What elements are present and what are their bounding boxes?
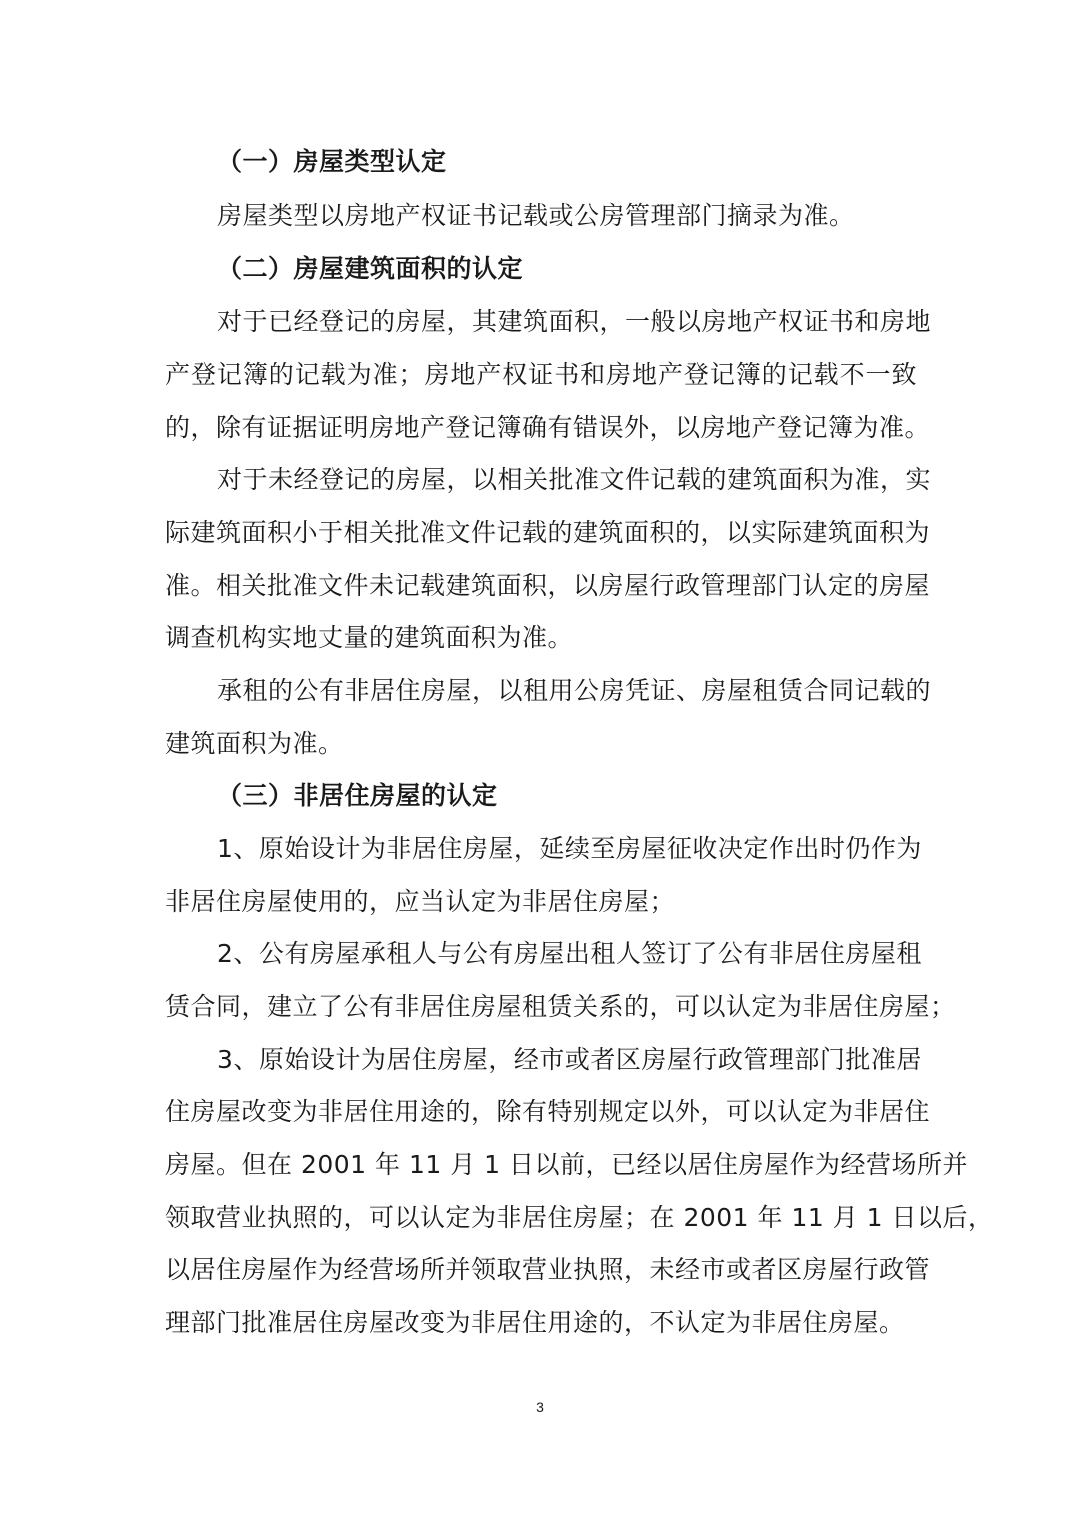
list-item-line: 赁合同，建立了公有非居住房屋租赁关系的，可以认定为非居住房屋；	[165, 992, 956, 1021]
list-item-line: 以居住房屋作为经营场所并领取营业执照，未经市或者区房屋行政管	[165, 1255, 931, 1284]
section-heading-1: （一）房屋类型认定	[217, 147, 447, 176]
paragraph-line: 产登记簿的记载为准；房地产权证书和房地产登记簿的记载不一致	[165, 360, 917, 389]
paragraph-line: 对于未经登记的房屋，以相关批准文件记载的建筑面积为准，实	[217, 465, 932, 494]
paragraph-line: 调查机构实地丈量的建筑面积为准。	[165, 623, 574, 652]
list-item-line: 3、原始设计为居住房屋，经市或者区房屋行政管理部门批准居	[217, 1045, 922, 1074]
paragraph-line: 建筑面积为准。	[165, 729, 344, 758]
paragraph-line: 际建筑面积小于相关批准文件记载的建筑面积的，以实际建筑面积为	[165, 518, 931, 547]
list-item-line: 理部门批准居住房屋改变为非居住用途的，不认定为非居住房屋。	[165, 1308, 905, 1337]
section-heading-2: （二）房屋建筑面积的认定	[217, 254, 524, 283]
list-item-line: 非居住房屋使用的，应当认定为非居住房屋；	[165, 887, 676, 916]
list-item-line: 1、原始设计为非居住房屋，延续至房屋征收决定作出时仍作为	[217, 834, 922, 863]
paragraph-line: 的，除有证据证明房地产登记簿确有错误外，以房地产登记簿为准。	[165, 413, 931, 442]
page-number: 3	[536, 1399, 544, 1415]
list-item-line: 领取营业执照的，可以认定为非居住房屋；在 2001 年 11 月 1 日以后，	[165, 1203, 994, 1232]
list-item-line: 房屋。但在 2001 年 11 月 1 日以前，已经以居住房屋作为经营场所并	[165, 1150, 969, 1179]
paragraph-line: 准。相关批准文件未记载建筑面积，以房屋行政管理部门认定的房屋	[165, 571, 931, 600]
section-heading-3: （三）非居住房屋的认定	[217, 781, 498, 810]
list-item-line: 2、公有房屋承租人与公有房屋出租人签订了公有非居住房屋租	[217, 939, 922, 968]
list-item-line: 住房屋改变为非居住用途的，除有特别规定以外，可以认定为非居住	[165, 1097, 931, 1126]
paragraph-line: 对于已经登记的房屋，其建筑面积，一般以房地产权证书和房地	[217, 307, 932, 336]
paragraph-line: 承租的公有非居住房屋，以租用公房凭证、房屋租赁合同记载的	[217, 676, 932, 705]
paragraph-line: 房屋类型以房地产权证书记载或公房管理部门摘录为准。	[217, 201, 855, 230]
